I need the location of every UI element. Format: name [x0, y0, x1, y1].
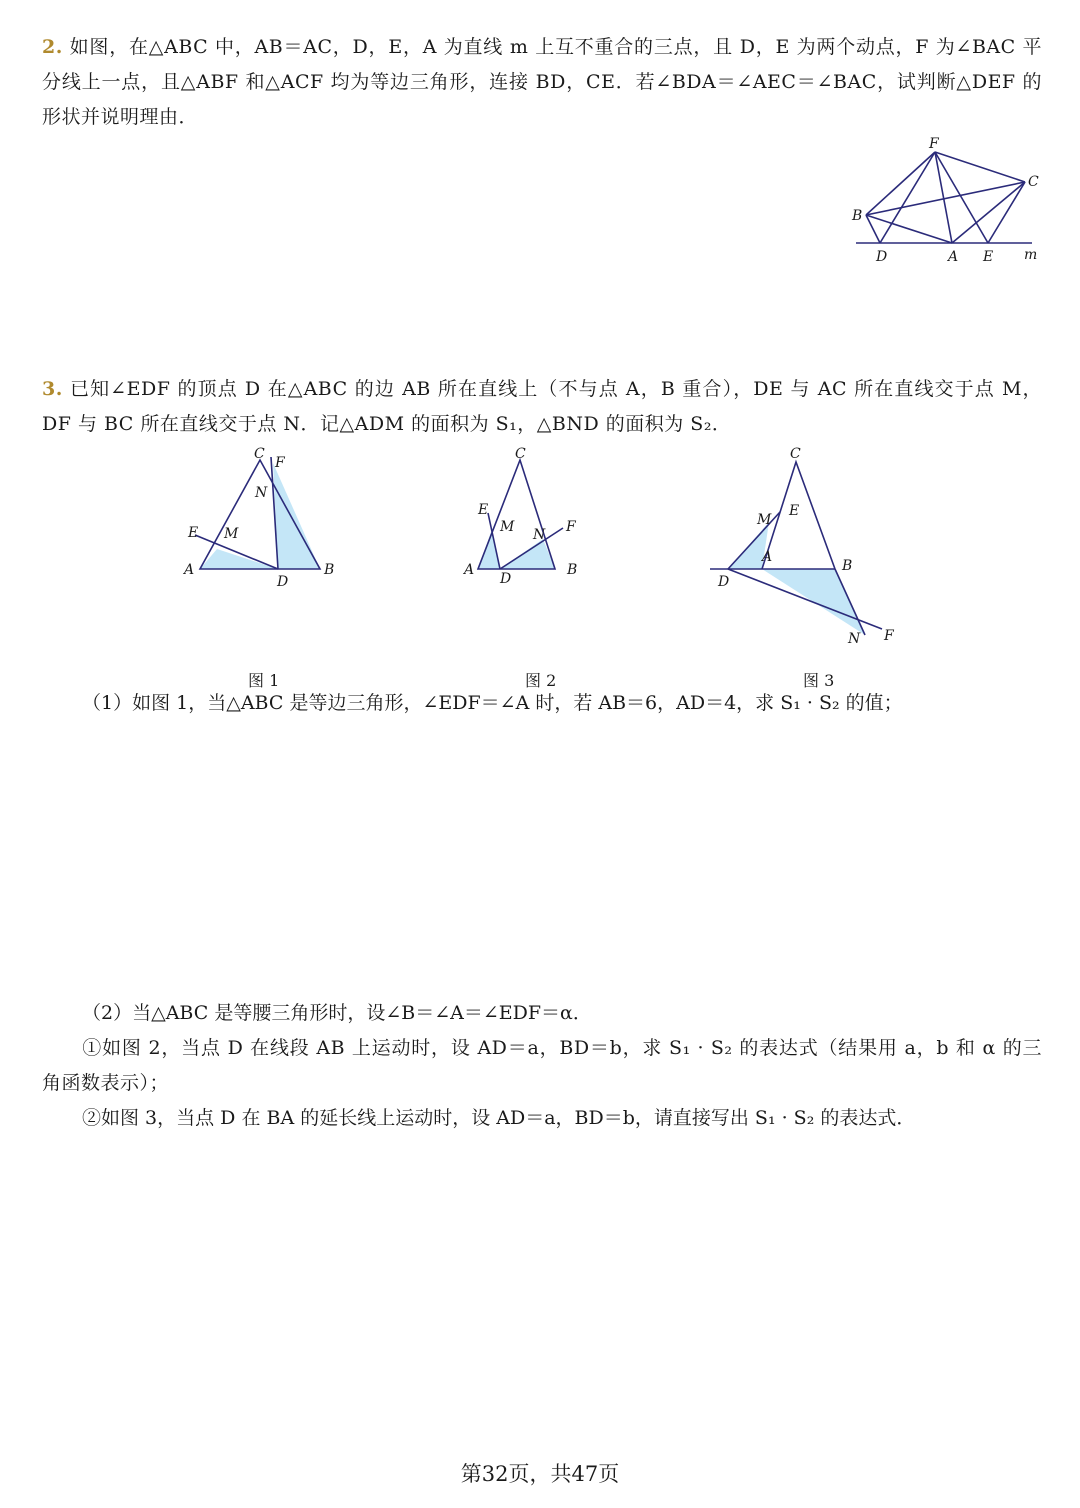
label-B: B	[842, 558, 853, 574]
page-footer: 第32页，共47页	[460, 1462, 620, 1486]
label-A: A	[464, 562, 475, 578]
label-E: E	[789, 503, 800, 519]
label-N: N	[848, 631, 861, 647]
label-F: F	[884, 628, 894, 644]
question-text: 如图，在△ABC 中，AB＝AC，D，E，A 为直线 m 上互不重合的三点，且 D，E 为两个动点，F 为∠BAC 平分线上一点，且△ABF 和△ACF 均为等边三角形，连接 BD，CE．若∠BDA＝∠AEC＝∠BAC，试判断△DEF 的形状并说明理由．	[42, 36, 1042, 128]
q3-part-2: （2）当△ABC 是等腰三角形时，设∠B＝∠A＝∠EDF＝α．	[82, 1002, 592, 1024]
label-B: B	[852, 208, 863, 224]
label-D: D	[718, 574, 730, 590]
q3-figure-3	[700, 440, 910, 655]
label-M: M	[500, 519, 515, 535]
label-A: A	[762, 549, 773, 565]
label-M: M	[224, 526, 239, 542]
label-N: N	[255, 485, 268, 501]
label-B: B	[324, 562, 335, 578]
q2-figure	[840, 130, 1050, 270]
label-C: C	[1028, 174, 1039, 190]
label-m: m	[1024, 247, 1038, 263]
label-E: E	[983, 249, 994, 265]
label-A: A	[948, 249, 959, 265]
label-F: F	[929, 136, 939, 152]
label-B: B	[567, 562, 578, 578]
label-C: C	[515, 446, 526, 462]
question-number: 2.	[42, 36, 63, 58]
question-text: 已知∠EDF 的顶点 D 在△ABC 的边 AB 所在直线上（不与点 A，B 重合），DE 与 AC 所在直线交于点 M，DF 与 BC 所在直线交于点 N．记△ADM 的面积为 S₁，△BND 的面积为 S₂．	[42, 378, 1042, 435]
label-C: C	[254, 446, 265, 462]
question-2	[42, 30, 1042, 135]
figure-caption-2: 图 2	[525, 671, 557, 690]
q3-figure-1	[180, 440, 340, 590]
q3-part-2-1-text: ①如图 2，当点 D 在线段 AB 上运动时，设 AD＝a，BD＝b，求 S₁ · S₂ 的表达式（结果用 a，b 和 α 的三角函数表示）；	[42, 1037, 1042, 1094]
label-D: D	[277, 574, 289, 590]
label-F: F	[275, 455, 285, 471]
q3-part-2-2: ②如图 3，当点 D 在 BA 的延长线上运动时，设 AD＝a，BD＝b，请直接写出 S₁ · S₂ 的表达式．	[82, 1107, 916, 1129]
question-3	[42, 372, 1042, 442]
q3-part-1: （1）如图 1，当△ABC 是等边三角形，∠EDF＝∠A 时，若 AB＝6，AD＝4，求 S₁ · S₂ 的值；	[82, 692, 903, 714]
label-N: N	[533, 527, 546, 543]
label-A: A	[184, 562, 195, 578]
label-D: D	[876, 249, 888, 265]
label-C: C	[790, 446, 801, 462]
label-D: D	[500, 571, 512, 587]
label-M: M	[757, 512, 772, 528]
label-E: E	[478, 502, 489, 518]
question-number: 3.	[42, 378, 63, 400]
label-F: F	[566, 519, 576, 535]
figure-caption-3: 图 3	[803, 671, 835, 690]
q3-figure-2	[455, 440, 595, 590]
figure-caption-1: 图 1	[248, 671, 280, 690]
label-E: E	[188, 525, 199, 541]
q3-part-2-1	[42, 1031, 1042, 1101]
